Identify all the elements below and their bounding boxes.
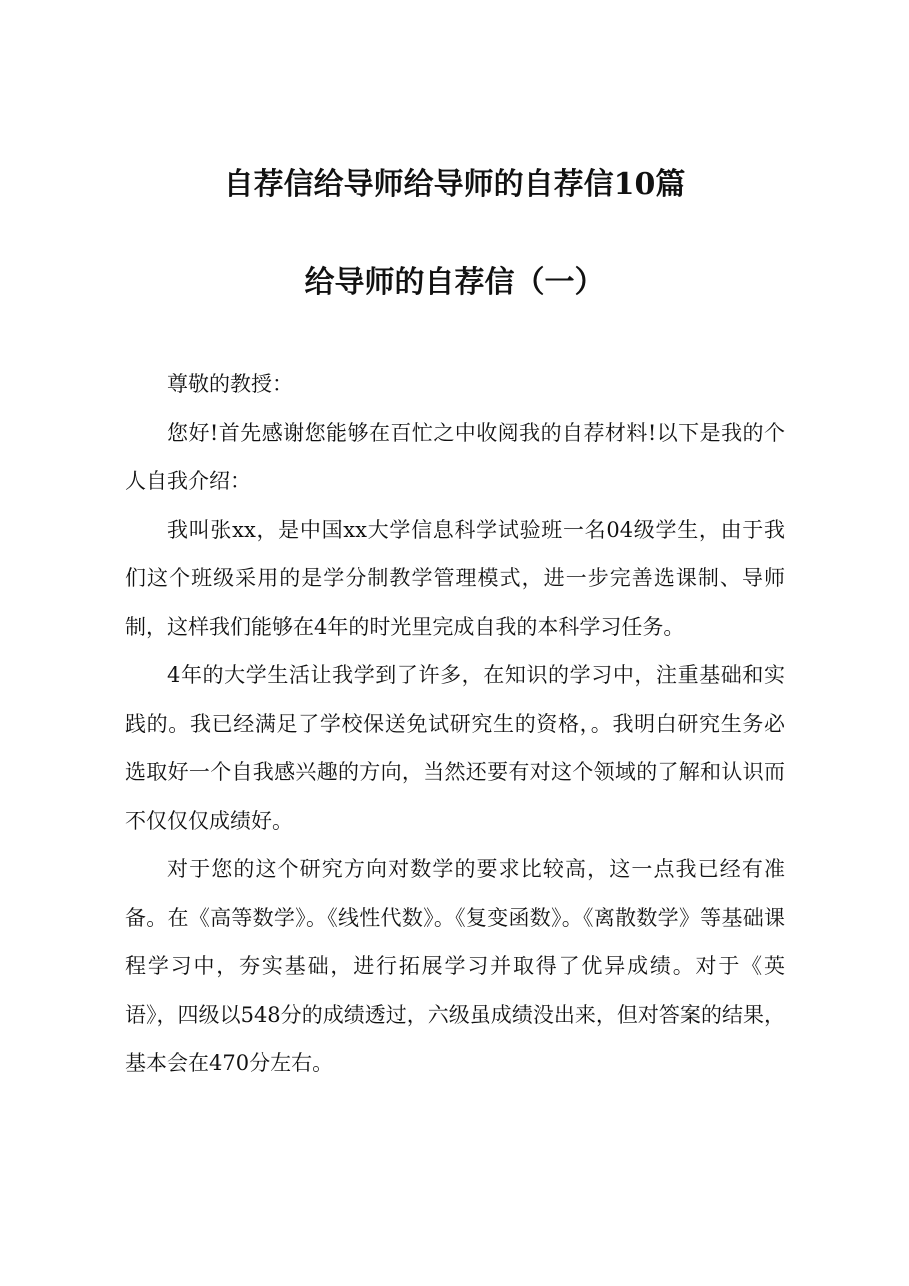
paragraph-intro: 您好!首先感谢您能够在百忙之中收阅我的自荐材料!以下是我的个人自我介绍： bbox=[125, 420, 785, 493]
paragraph-background: 我叫张xx，是中国xx大学信息科学试验班一名04级学生，由于我们这个班级采用的是学分制教学管理模式，进一步完善选课制、导师制，这样我们能够在4年的时光里完成自我的本科学习任务。 bbox=[125, 517, 785, 639]
document-title: 自荐信给导师给导师的自荐信10篇 bbox=[223, 167, 686, 202]
paragraph-math-english: 对于您的这个研究方向对数学的要求比较高，这一点我已经有准备。在《高等数学》。《线性代数》。《复变函数》。《离散数学》等基础课程学习中，夯实基础，进行拓展学习并取得了优异成绩。对于《英语》，四级以548分的成绩透过，六级虽成绩没出来，但对答案的结果，基本会在470分左右。 bbox=[125, 857, 785, 1075]
letter-body bbox=[125, 360, 785, 1088]
salutation: 尊敬的教授： bbox=[167, 372, 293, 396]
paragraph-university-life: 4年的大学生活让我学到了许多，在知识的学习中，注重基础和实践的。我已经满足了学校保送免试研究生的资格，。我明白研究生务必选取好一个自我感兴趣的方向，当然还要有对这个领域的了解和认识而不仅仅仅成绩好。 bbox=[125, 663, 785, 833]
letter-subtitle: 给导师的自荐信（一） bbox=[304, 265, 605, 300]
